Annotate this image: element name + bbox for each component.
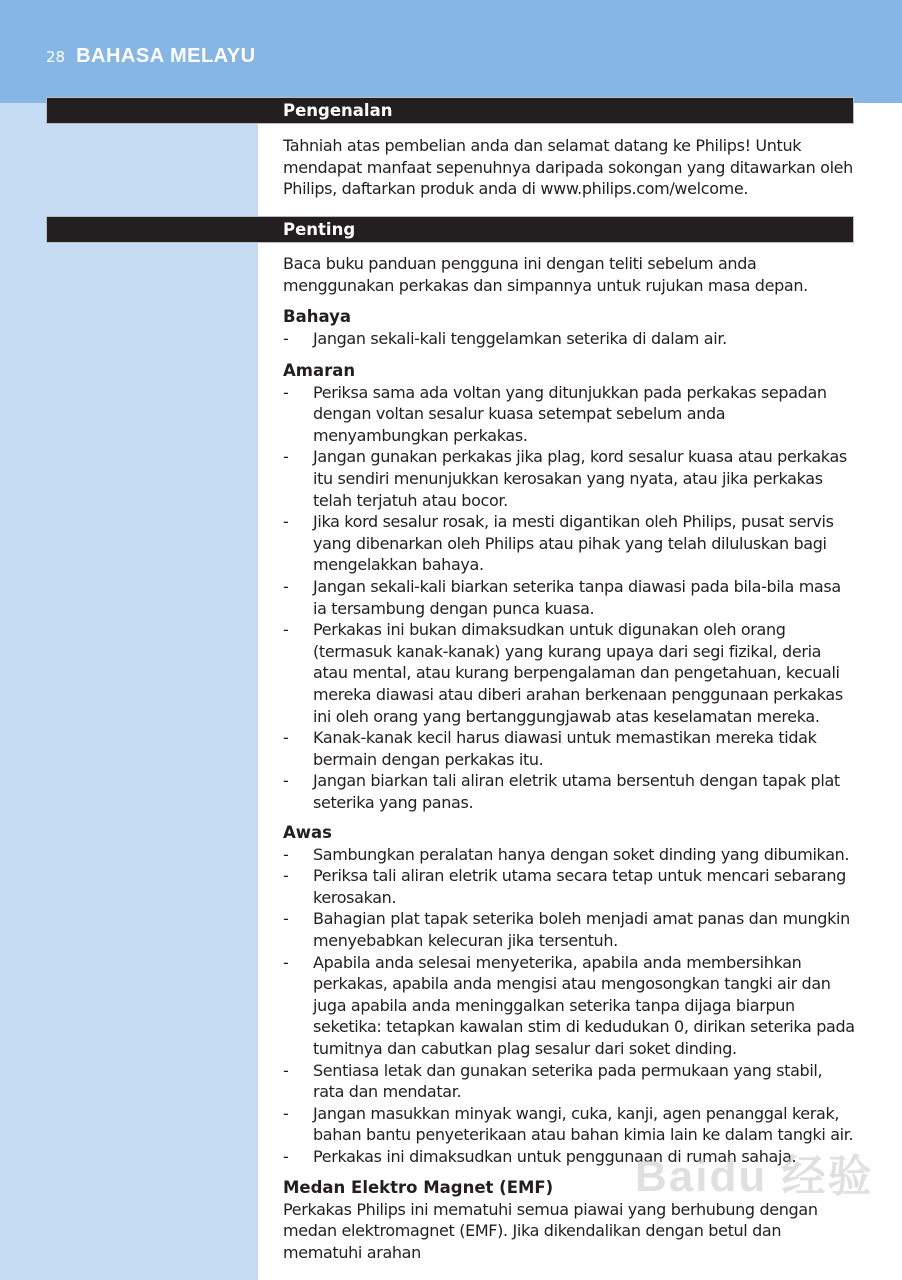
pengenalan-text: Tahniah atas pembelian anda dan selamat datang ke Philips! Untuk mendapat manfaat sepenuhnya daripada sokongan yang ditawarkan oleh Philips, daftarkan produk anda di www.philips.com/welcome. xyxy=(283,136,853,199)
left-margin-band xyxy=(0,103,258,1280)
list-item: - Perkakas ini bukan dimaksudkan untuk digunakan oleh orang (termasuk kanak-kanak) yang kurang upaya dari segi fizikal, deria atau mental, atau kurang berpengalaman dan pengetahuan, kecuali mereka diawasi atau diberi arahan berkenaan penggunaan perkakas ini oleh orang yang bertanggungjawab atas keselamatan mereka. xyxy=(283,620,843,726)
list-item: - Sentiasa letak dan gunakan seterika pada permukaan yang stabil, rata dan mendatar. xyxy=(283,1060,823,1102)
list-item: - Jika kord sesalur rosak, ia mesti digantikan oleh Philips, pusat servis yang dibenarkan oleh Philips atau pihak yang telah diluluskan bagi mengelakkan bahaya. xyxy=(283,512,834,575)
emf-heading: Medan Elektro Magnet (EMF) xyxy=(283,1178,554,1197)
bahaya-heading: Bahaya xyxy=(283,307,351,326)
language-title: BAHASA MELAYU xyxy=(76,45,256,67)
list-item: - Jangan masukkan minyak wangi, cuka, kanji, agen penanggal kerak, bahan bantu penyeterikaan atau bahan kimia lain ke dalam tangki air. xyxy=(283,1103,854,1145)
section-title-penting: Penting xyxy=(283,220,356,239)
list-item: - Sambungkan peralatan hanya dengan soket dinding yang dibumikan. xyxy=(283,844,850,864)
list-item: - Apabila anda selesai menyeterika, apabila anda membersihkan perkakas, apabila anda mengisi atau mengosongkan tangki air dan juga apabila anda meninggalkan seterika tanpa dijaga biarpun seketika: tetapkan kawalan stim di kedudukan 0, dirikan seterika pada tumitnya dan cabutkan plag sesalur dari soket dinding. xyxy=(283,952,855,1058)
amaran-section xyxy=(283,360,858,813)
pengenalan-body xyxy=(283,135,858,200)
awas-heading: Awas xyxy=(283,823,332,842)
awas-list xyxy=(283,844,858,1168)
section-title-pengenalan: Pengenalan xyxy=(283,101,393,120)
watermark-logo: Baidu 经验 xyxy=(635,1152,874,1201)
list-item: - Perkakas ini dimaksudkan untuk penggunaan di rumah sahaja. xyxy=(283,1146,797,1166)
page-number: 28 xyxy=(46,48,66,66)
penting-intro-text: Baca buku panduan pengguna ini dengan teliti sebelum anda menggunakan perkakas dan simpannya untuk rujukan masa depan. xyxy=(283,254,808,295)
page-header xyxy=(46,45,256,71)
list-item: - Bahagian plat tapak seterika boleh menjadi amat panas dan mungkin menyebabkan kelecuran jika tersentuh. xyxy=(283,909,850,950)
bahaya-section xyxy=(283,306,858,349)
amaran-list xyxy=(283,382,858,814)
list-item: - Jangan biarkan tali aliran eletrik utama bersentuh dengan tapak plat seterika yang panas. xyxy=(283,771,840,812)
list-item: - Jangan sekali-kali biarkan seterika tanpa diawasi pada bila-bila masa ia tersambung dengan punca kuasa. xyxy=(283,576,841,618)
penting-intro xyxy=(283,253,858,296)
section-bar-penting xyxy=(46,216,854,243)
list-item: - Kanak-kanak kecil harus diawasi untuk memastikan mereka tidak bermain dengan perkakas itu. xyxy=(283,728,817,769)
list-item: - Periksa sama ada voltan yang ditunjukkan pada perkakas sepadan dengan voltan sesalur kuasa setempat sebelum anda menyambungkan perkakas. xyxy=(283,382,827,445)
list-item: - Jangan sekali-kali tenggelamkan seterika di dalam air. xyxy=(283,328,727,348)
bahaya-list xyxy=(283,328,858,350)
list-item: - Jangan gunakan perkakas jika plag, kord sesalur kuasa atau perkakas itu sendiri menunjukkan kerosakan yang nyata, atau jika perkakas telah terjatuh atau bocor. xyxy=(283,447,847,510)
list-item: - Periksa tali aliran eletrik utama secara tetap untuk mencari sebarang kerosakan. xyxy=(283,866,846,907)
awas-section xyxy=(283,822,858,1168)
emf-text: Perkakas Philips ini mematuhi semua piawai yang berhubung dengan medan elektromagnet (EMF). Jika dikendalikan dengan betul dan mematuhi arahan xyxy=(283,1199,818,1262)
amaran-heading: Amaran xyxy=(283,361,356,380)
section-bar-pengenalan xyxy=(46,97,854,124)
